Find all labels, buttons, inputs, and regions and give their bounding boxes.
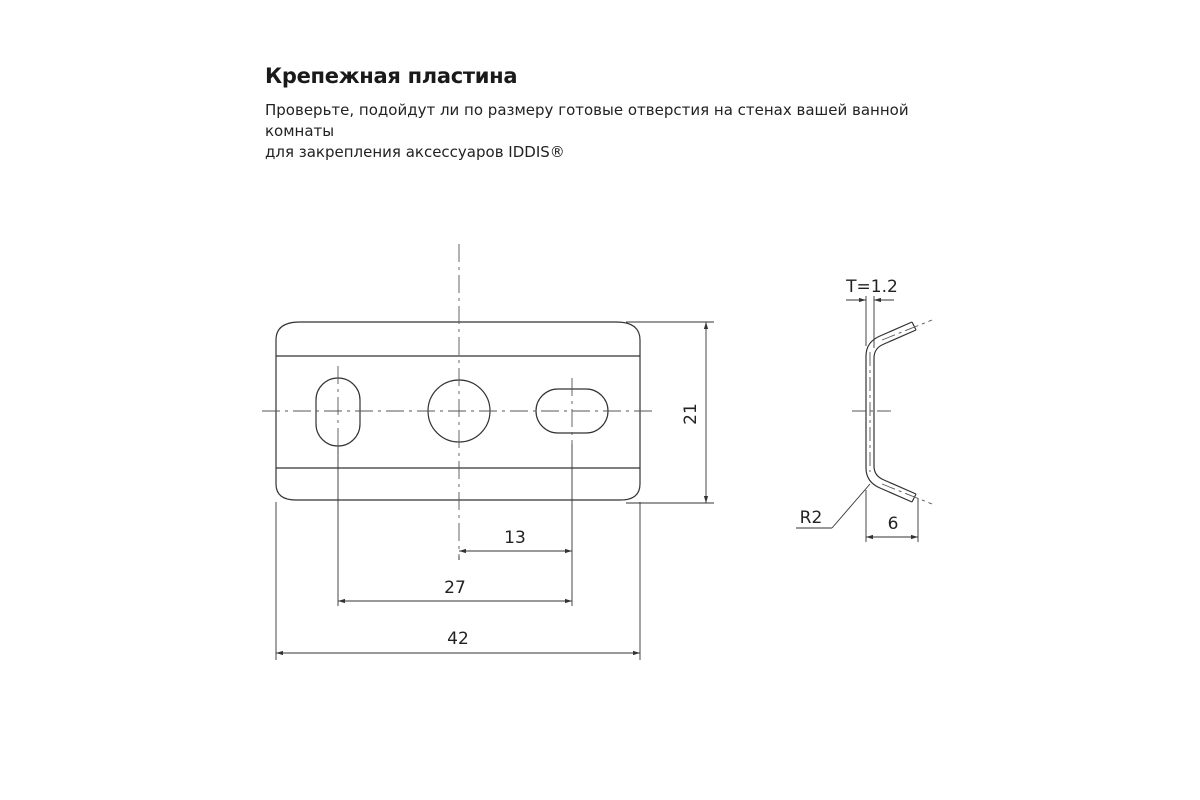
- side-view: [866, 322, 916, 502]
- description-line-2: для закрепления аксессуаров IDDIS®: [265, 143, 565, 161]
- dim-label-thickness: T=1.2: [846, 277, 898, 297]
- dim-label-radius: R2: [799, 508, 823, 528]
- dim-label-flange: 6: [887, 514, 899, 534]
- description-line-1: Проверьте, подойдут ли по размеру готовые отверстия на стенах вашей ванной комнаты: [265, 101, 909, 140]
- front-extension-lines: [276, 322, 714, 660]
- dim-label-27: 27: [444, 578, 466, 598]
- dim-label-21: 21: [681, 403, 701, 425]
- front-dimension-lines: [276, 322, 706, 653]
- front-centerlines: [262, 244, 654, 560]
- side-centerlines: [852, 320, 932, 504]
- dim-label-42: 42: [447, 629, 469, 649]
- side-profile-inner: [874, 330, 916, 494]
- side-thickness-dimension: [846, 296, 894, 348]
- page-title: Крепежная пластина: [265, 64, 518, 88]
- dim-label-13: 13: [504, 528, 526, 548]
- side-profile-outer: [866, 322, 912, 502]
